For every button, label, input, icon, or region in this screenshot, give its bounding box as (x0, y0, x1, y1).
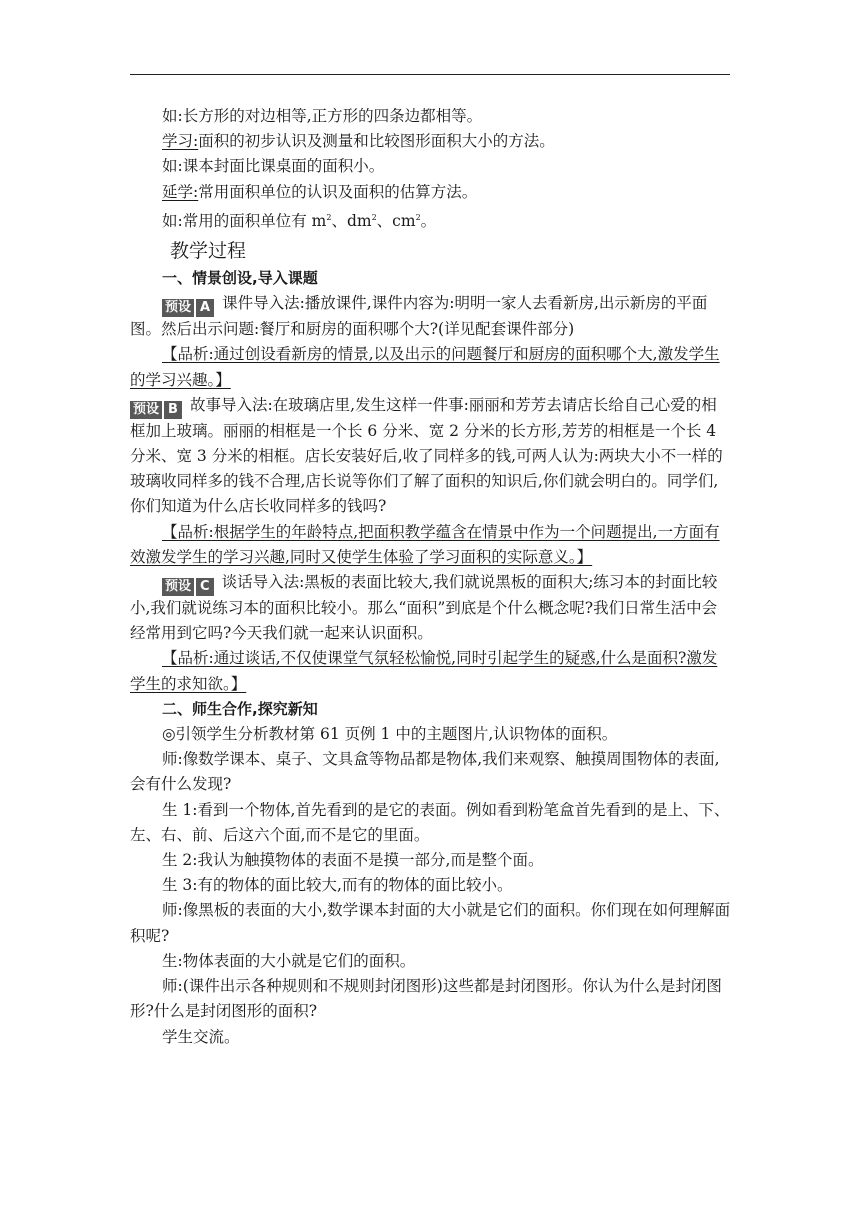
preset-a-badge (162, 299, 214, 317)
preset-c-text: 谈话导入法:黑板的表面比较大,我们就说黑板的面积大;练习本的封面比较小,我们就说练习本的面积比较小。那么“面积”到底是个什么概念呢?我们日常生活中会经常用到它吗?今天我们就一起来认识面积。 (130, 573, 718, 643)
units-text: 、cm (376, 211, 416, 230)
study-text: 面积的初步认识及测量和比较图形面积大小的方法。 (198, 132, 555, 151)
heading-cooperation: 二、师生合作,探究新知 (162, 699, 318, 718)
badge-label: 预设 (162, 578, 194, 596)
preset-c-badge (162, 578, 214, 596)
superscript: 2 (326, 212, 332, 222)
body-paragraph: 师:像数学课本、桌子、文具盒等物品都是物体,我们来观察、触摸周围物体的表面,会有什么发现? (130, 750, 720, 794)
analysis-a (130, 342, 732, 392)
document-body (130, 104, 732, 1050)
body-paragraph: 生:物体表面的大小就是它们的面积。 (162, 951, 416, 970)
badge-letter: A (195, 299, 214, 317)
section-title: 教学过程 (170, 240, 247, 263)
body-paragraph: 师:(课件出示各种规则和不规则封闭图形)这些都是封闭图形。你认为什么是封闭图形?什么是封闭图形的面积? (130, 977, 722, 1021)
preset-b-badge (130, 401, 182, 419)
body-paragraph: ◎引领学生分析教材第 61 页例 1 中的主题图片,认识物体的面积。 (162, 725, 618, 744)
body-paragraph: 学生交流。 (162, 1027, 240, 1046)
study-label: 学习: (162, 132, 199, 151)
body-paragraph: 生 1:看到一个物体,首先看到的是它的表面。例如看到粉笔盒首先看到的是上、下、左、右、前、后这六个面,而不是它的里面。 (130, 800, 730, 844)
body-paragraph: 师:像黑板的表面的大小,数学课本封面的大小就是它们的面积。你们现在如何理解面积呢? (130, 901, 731, 945)
extend-label: 延学: (162, 182, 199, 201)
body-paragraph: 生 3:有的物体的面比较大,而有的物体的面比较小。 (162, 876, 513, 895)
preset-a-text: 课件导入法:播放课件,课件内容为:明明一家人去看新房,出示新房的平面图。然后出示问题:餐厅和厨房的面积哪个大?(详见配套课件部分) (130, 294, 708, 339)
heading-situation: 一、情景创设,导入课题 (162, 269, 318, 288)
example-line: 如:长方形的对边相等,正方形的四条边都相等。 (162, 107, 483, 125)
badge-label: 预设 (162, 299, 194, 317)
header-rule (130, 74, 730, 75)
units-text: 如:常用的面积单位有 m (162, 211, 327, 230)
analysis-b-text: 【品析:根据学生的年龄特点,把面积教学蕴含在情景中作为一个问题提出,一方面有效激发学生的学习兴趣,同时又使学生体验了学习面积的实际意义。】 (130, 522, 720, 566)
analysis-a-text: 【品析:通过创设看新房的情景,以及出示的问题餐厅和厨房的面积哪个大,激发学生的学习兴趣。】 (130, 345, 720, 389)
analysis-c (130, 646, 732, 696)
badge-letter: B (163, 401, 182, 419)
body-paragraph: 生 2:我认为触摸物体的表面不是摸一部分,而是整个面。 (162, 851, 544, 870)
badge-label: 预设 (130, 401, 162, 419)
extend-line (130, 180, 732, 205)
preset-b-paragraph (130, 393, 732, 520)
example-line: 如:课本封面比课桌面的面积小。 (162, 157, 385, 176)
analysis-c-text: 【品析:通过谈话,不仅使课堂气氛轻松愉悦,同时引起学生的疑惑,什么是面积?激发学生的求知欲。】 (130, 649, 718, 693)
badge-letter: C (195, 578, 214, 596)
units-line (130, 205, 732, 234)
preset-a-paragraph (130, 291, 732, 342)
superscript: 2 (415, 212, 421, 222)
preset-c-paragraph (130, 570, 732, 646)
extend-text: 常用面积单位的认识及面积的估算方法。 (198, 182, 478, 201)
study-line (130, 129, 732, 154)
analysis-b (130, 520, 732, 570)
units-text: 。 (420, 211, 437, 230)
units-text: 、dm (331, 211, 372, 230)
preset-b-text: 故事导入法:在玻璃店里,发生这样一件事:丽丽和芳芳去请店长给自己心爱的相框加上玻璃。丽丽的相框是一个长 6 分米、宽 2 分米的长方形,芳芳的相框是一个长 4 分米、宽 3 分米的相框。店长安装好后,收了同样多的钱,可两人认为:两块大小不一样的玻璃收同样多的钱不合理,店长说等你们了解了面积的知识后,你们就会明白的。同学们,你们知道为什么店长收同样多的钱吗? (130, 395, 723, 516)
superscript: 2 (371, 212, 377, 222)
